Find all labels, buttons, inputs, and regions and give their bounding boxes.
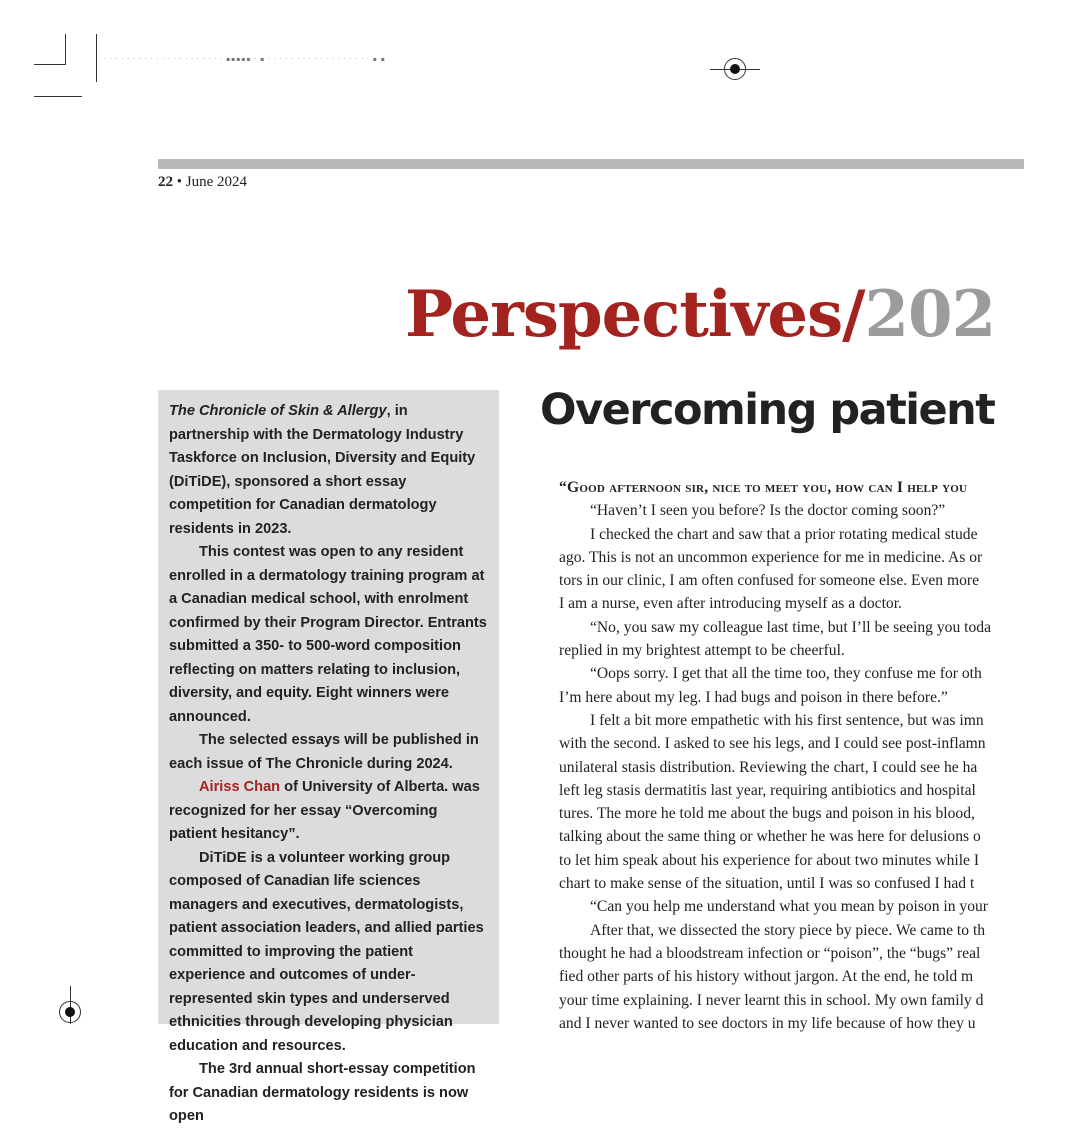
article-line: thought he had a bloodstream infection or “poison”, the “bugs” real	[559, 944, 981, 962]
folio-separator: •	[176, 174, 183, 190]
page-number: 22	[158, 174, 173, 190]
sidebar-paragraph: The Chronicle of Skin & Allergy, in partnership with the Dermatology Industry Taskforce on Inclusion, Diversity and Equity (DiTiDE), sponsored a short essay competition for Canadian dermatology residents in 2023.	[169, 403, 476, 537]
article-line: tors in our clinic, I am often confused for someone else. Even more	[559, 572, 980, 590]
folio	[158, 174, 247, 191]
article-line: to let him speak about his experience for about two minutes while I	[559, 851, 980, 869]
section-year: 202	[864, 277, 996, 352]
article-line: I felt a bit more empathetic with his first sentence, but was imn	[590, 711, 984, 729]
article-line: “Oops sorry. I get that all the time too, they confuse me for oth	[590, 665, 982, 683]
article-line: I checked the chart and saw that a prior rotating medical stude	[590, 525, 978, 543]
article-line: unilateral stasis distribution. Reviewing the chart, I could see he ha	[559, 758, 978, 776]
registration-mark	[724, 58, 746, 80]
header-rule	[158, 159, 1024, 169]
article-line: replied in my brightest attempt to be cheerful.	[559, 642, 845, 660]
article-line: with the second. I asked to see his legs, and I could see post-inflamn	[559, 735, 986, 753]
article-line: chart to make sense of the situation, until I was so confused I had t	[559, 875, 975, 893]
article-line: After that, we dissected the story piece by piece. We came to th	[590, 921, 986, 939]
article-line: “Haven’t I seen you before? Is the doctor coming soon?”	[590, 502, 946, 520]
article-line: ago. This is not an uncommon experience for me in medicine. As or	[559, 548, 983, 566]
sidebar-paragraph: The 3rd annual short-essay competition for Canadian dermatology residents is now open	[169, 1061, 476, 1124]
article-headline: Overcoming patient	[540, 385, 995, 435]
section-slash: /	[842, 277, 865, 352]
crop-mark	[34, 96, 82, 97]
publication-name: The Chronicle of Skin & Allergy	[169, 403, 387, 419]
sidebar-paragraph: This contest was open to any resident enrolled in a dermatology training program at a Canadian medical school, with enrolment confirmed by their Program Director. Entrants submitted a 350- to 500-word composition reflecting on matters relating to inclusion, diversity, and equity. Eight winners were announced.	[169, 544, 487, 725]
issue-date: June 2024	[185, 174, 248, 190]
article-body	[559, 476, 1079, 1035]
crop-mark	[96, 34, 97, 82]
section-title: Perspectives	[405, 277, 843, 352]
sidebar-paragraph: DiTiDE is a volunteer working group composed of Canadian life sciences managers and executives, dermatologists, patient association leaders, and allied parties committed to improving the patient experience and outcomes of under-represented skin types and underserved ethnicities through developing physician education and resources.	[169, 849, 484, 1054]
article-line: left leg stasis dermatitis last year, requiring antibiotics and hospital	[559, 781, 976, 799]
article-line: your time explaining. I never learnt this in school. My own family d	[559, 991, 984, 1009]
article-line: “Can you help me understand what you mean by poison in your	[590, 898, 988, 916]
article-line: and I never wanted to see doctors in my life because of how they u	[559, 1014, 976, 1032]
article-line: “No, you saw my colleague last time, but I’ll be seeing you toda	[590, 618, 992, 636]
section-banner	[405, 277, 996, 352]
printer-slug-line: · · · · · · · · · · · · · · · · · · · · · ▪▪▪▪▪ · ▪ · · · · · · · · · · · · · · · · · · ▪ ▪	[104, 56, 386, 63]
crop-mark	[65, 34, 66, 65]
article-line: talking about the same thing or whether he was here for delusions o	[559, 828, 981, 846]
article-line: fied other parts of his history without jargon. At the end, he told m	[559, 968, 974, 986]
article-line: I’m here about my leg. I had bugs and poison in there before.”	[559, 688, 948, 706]
registration-mark	[59, 1001, 81, 1023]
article-line: “Good afternoon sir, nice to meet you, how can I help you	[559, 479, 968, 496]
article-line: tures. The more he told me about the bugs and poison in his blood,	[559, 805, 975, 823]
author-name: Airiss Chan	[199, 779, 281, 795]
crop-mark	[34, 64, 66, 65]
intro-sidebar	[158, 390, 499, 1124]
sidebar-paragraph: Airiss Chan of University of Alberta. was recognized for her essay “Overcoming patient hesitancy”.	[169, 779, 480, 842]
sidebar-paragraph: The selected essays will be published in each issue of The Chronicle during 2024.	[169, 732, 479, 772]
article-line: I am a nurse, even after introducing myself as a doctor.	[559, 595, 902, 613]
